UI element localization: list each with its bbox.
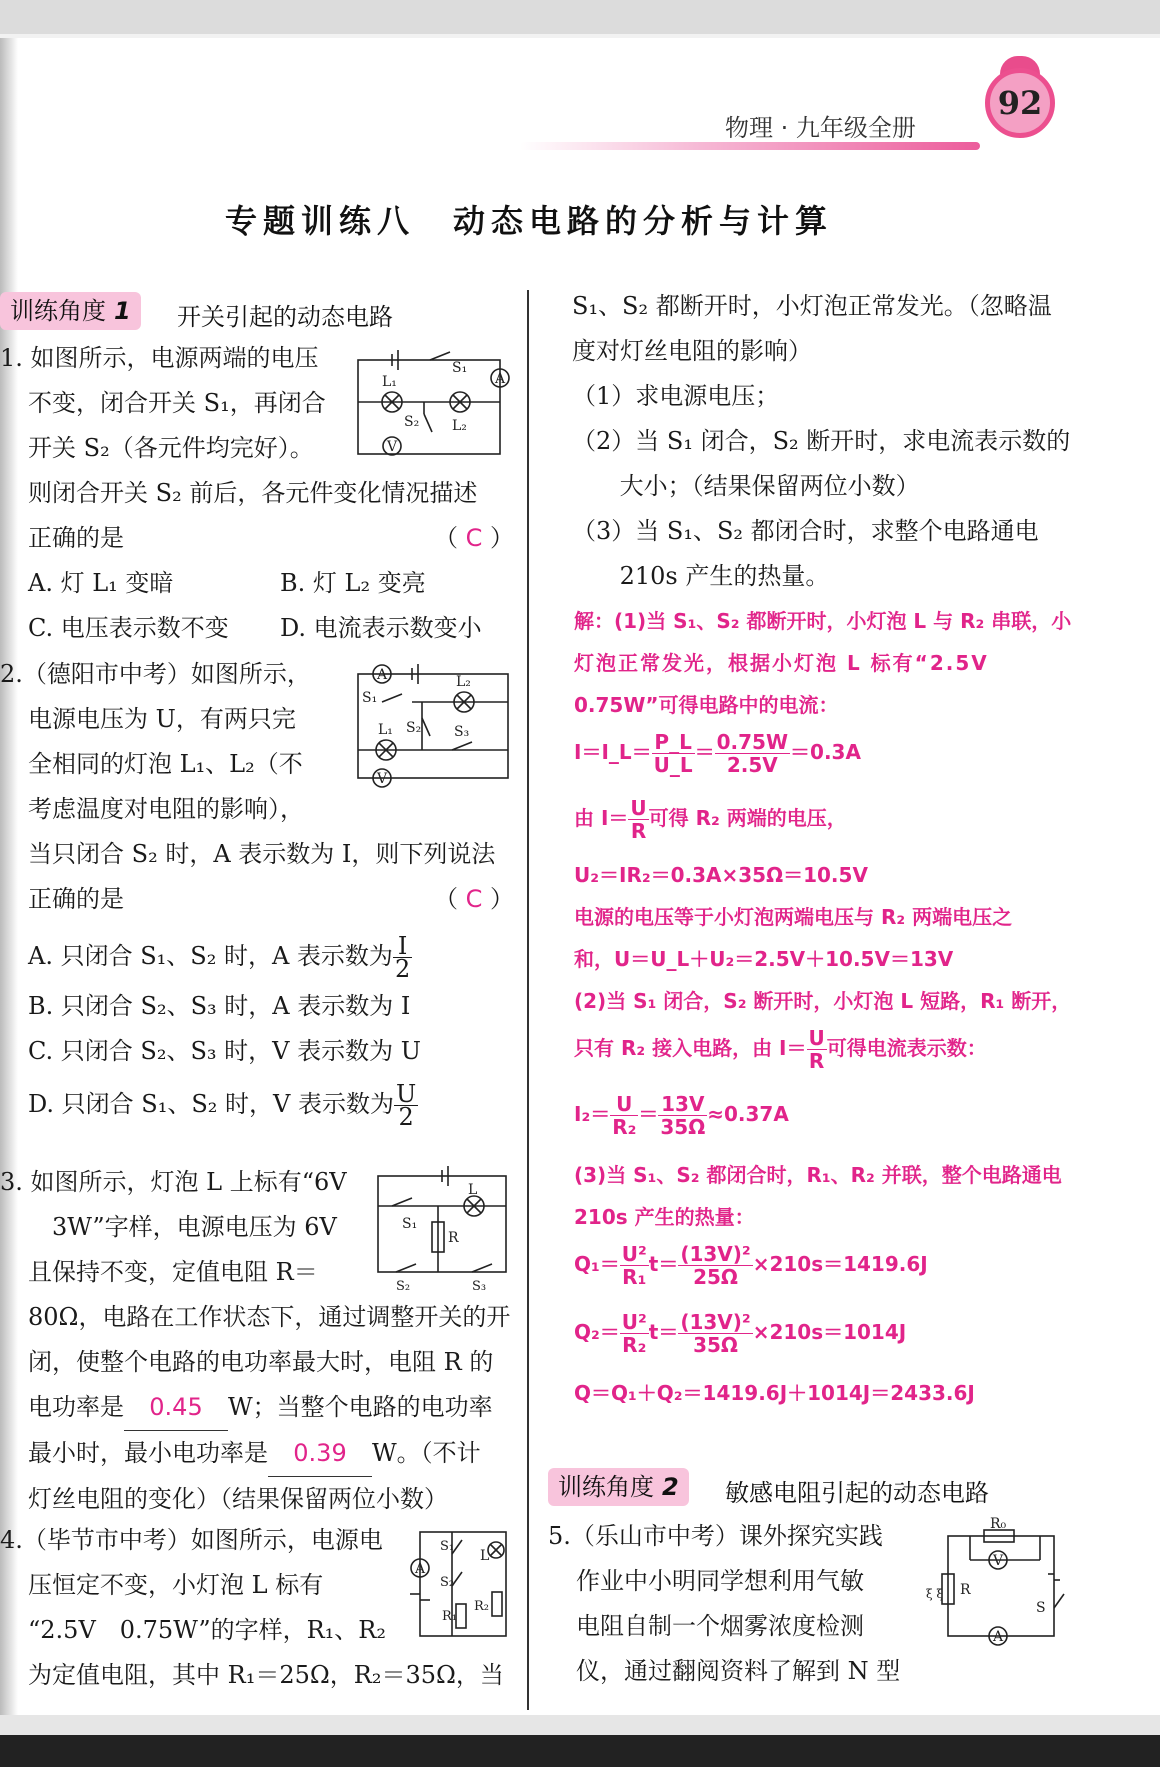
question-5 [548,1514,900,1694]
svg-text:L₁: L₁ [382,374,397,390]
formula-text: ×210s＝1419.6J [752,1252,928,1276]
q3-line: 灯丝电阻的变化）（结果保留两位小数） [28,1485,448,1513]
fraction-denominator: R [630,819,647,843]
fraction-numerator: P_L [652,731,695,754]
q3-line [0,1431,510,1477]
solution-line: U₂＝IR₂＝0.3A×35Ω＝10.5V [574,863,868,887]
svg-text:A: A [377,667,388,683]
svg-text:R₁: R₁ [442,1609,457,1624]
q5-line: 作业中小明同学想利用气敏 [576,1567,864,1595]
q5-circuit-diagram [924,1516,1066,1652]
q4-subq-1: （1）求电源电压； [572,382,780,410]
fraction-denominator: 35Ω [660,1115,706,1139]
q3-circuit-diagram [372,1166,514,1294]
formula-text: ≈0.37A [707,1102,789,1126]
bottom-gray-band [0,1715,1160,1735]
formula-fraction [620,1311,649,1356]
q1-line: 1. 如图所示，电源两端的电压 [0,344,319,372]
svg-text:S₃: S₃ [454,724,470,740]
fraction-numerator: U [396,1080,417,1108]
q4-solution [574,605,1134,1419]
svg-text:L: L [468,1182,478,1198]
training-angle-1-title: 开关引起的动态电路 [177,303,393,331]
q5-line: 仪，通过翻阅资料了解到 N 型 [576,1657,901,1685]
fraction-numerator: U [610,1093,638,1116]
formula-text: ＝ [694,740,715,764]
angle-number: 2 [662,1473,679,1501]
q2-option-a-text: A. 只闭合 S₁、S₂ 时，A 表示数为 [28,942,393,970]
q3-line: 闭，使整个电路的电功率最大时，电阻 R 的 [28,1348,494,1376]
q2-option-d-fraction [394,1080,418,1131]
top-band [0,0,1160,34]
svg-text:R₂: R₂ [474,1599,489,1614]
q1-stem-end: 正确的是 [28,524,124,552]
formula-text: 可得 R₂ 两端的电压， [648,806,847,830]
q2-option-a [0,932,495,983]
q2-answer-bracket: （ C ） [434,885,515,913]
formula-fraction [658,1093,707,1138]
svg-text:S₁: S₁ [362,690,378,706]
q1-answer: C [465,524,483,552]
formula-fraction [807,1027,827,1072]
training-angle-2-title: 敏感电阻引起的动态电路 [725,1479,989,1507]
svg-text:V: V [387,439,398,455]
q2-option-c: C. 只闭合 S₂、S₃ 时，V 表示数为 U [28,1037,421,1065]
svg-text:S₁: S₁ [452,360,468,376]
solution-formula-4 [574,1311,1134,1377]
fraction-denominator: R [808,1049,825,1073]
formula-fraction [678,1311,752,1356]
q4-subq-2: （2）当 S₁ 闭合，S₂ 断开时，求电流表示数的 [572,427,1071,455]
svg-text:L₁: L₁ [378,722,393,738]
q1-options-row [0,606,482,651]
q3-text: 最小时，最小电功率是 [28,1439,268,1467]
bottom-band [0,1735,1160,1767]
q1-line [0,516,515,561]
solution-formula-1 [574,731,1134,797]
formula-fraction [715,731,790,776]
training-angle-1-label [0,292,141,330]
svg-text:S₃: S₃ [472,1279,487,1294]
q4-line: “2.5V 0.75W”的字样，R₁、R₂ [28,1616,386,1644]
q2-line [0,877,515,922]
q3-line: 3. 如图所示，灯泡 L 上标有“6V [0,1168,347,1196]
q2-option-b: B. 只闭合 S₂、S₃ 时，A 表示数为 I [28,992,411,1020]
solution-line: 210s 产生的热量： [574,1205,755,1229]
q3-line: 80Ω，电路在工作状态下，通过调整开关的开 [28,1303,511,1331]
formula-fraction [652,731,695,776]
q2-option-d [0,1080,495,1131]
q3-blank-1: 0.45 [124,1385,228,1431]
q3-line: 3W”字样，电源电压为 6V [52,1213,337,1241]
fraction-numerator: I [393,935,412,958]
formula-text: 可得电流表示数： [826,1036,987,1060]
q2-line: 考虑温度对电阻的影响）， [28,795,304,823]
header-subject: 物理 · 九年级全册 [725,114,916,142]
fraction-denominator: R₂ [612,1115,637,1139]
column-divider [527,290,529,1710]
solution-line: 和，U＝U_L＋U₂＝2.5V＋10.5V＝13V [574,947,954,971]
svg-text:S₂: S₂ [406,720,422,736]
q2-line: 2.（德阳市中考）如图所示， [0,660,311,688]
q2-line: 全相同的灯泡 L₁、L₂（不 [28,750,303,778]
fraction-numerator: 13V [658,1093,707,1116]
q4-line: 4.（毕节市中考）如图所示，电源电 [0,1526,383,1554]
solution-line: 解：(1)当 S₁、S₂ 都断开时，小灯泡 L 与 R₂ 串联，小 [574,609,1072,633]
q2-option-d-text: D. 只闭合 S₁、S₂ 时，V 表示数为 [28,1090,394,1118]
q4-line: 为定值电阻，其中 R₁＝25Ω，R₂＝35Ω，当 [28,1661,504,1689]
svg-text:A: A [415,1561,426,1577]
fraction-denominator: 2 [398,1103,414,1131]
fraction-numerator: (13V)² [680,1310,751,1334]
solution-line [574,797,1134,859]
solution-line: (3)当 S₁、S₂ 都闭合时，R₁、R₂ 并联，整个电路通电 [574,1163,1062,1187]
svg-text:A: A [495,371,506,387]
svg-text:S₂: S₂ [396,1279,411,1294]
formula-text: Q₂＝ [574,1320,620,1344]
fraction-denominator: R₁ [622,1265,647,1289]
q1-option-c: C. 电压表示数不变 [28,614,229,642]
q3-line: 且保持不变，定值电阻 R＝ [28,1258,318,1286]
q5-line: 电阻自制一个烟雾浓度检测 [576,1612,864,1640]
q1-options-row [0,561,477,606]
fraction-denominator: 2.5V [726,753,778,777]
solution-formula-2 [574,1093,1134,1159]
formula-fraction [610,1093,638,1138]
svg-text:R: R [960,1582,971,1598]
q1-line: 开关 S₂（各元件均完好）。 [28,434,314,462]
training-angle-2-label [548,1468,689,1506]
q1-answer-bracket: （ C ） [434,524,515,552]
svg-text:L₂: L₂ [456,674,471,690]
q4-line: 压恒定不变，小灯泡 L 标有 [28,1571,324,1599]
q2-answer: C [465,885,483,913]
solution-line: 0.75W”可得电路中的电流： [574,693,839,717]
page-title: 专题训练八 动态电路的分析与计算 [225,202,834,240]
svg-text:S₁: S₁ [440,1539,455,1554]
q1-circuit-diagram [352,350,512,460]
q2-circuit-diagram [352,662,517,822]
q4-subq-3: （3）当 S₁、S₂ 都闭合时，求整个电路通电 [572,517,1039,545]
q4-subq-3-cont: 210s 产生的热量。 [588,562,830,590]
q1-option-b: B. 灯 L₂ 变亮 [280,569,426,597]
angle-label-text: 训练角度 [558,1473,654,1501]
fraction-numerator: U [630,796,647,820]
formula-fraction [678,1243,752,1288]
fraction-denominator: 2 [394,955,411,983]
formula-text: t＝ [648,1252,679,1276]
formula-text: 由 I＝ [574,806,629,830]
svg-text:S: S [1036,1600,1046,1616]
fraction-numerator: U [808,1026,825,1050]
fraction-denominator: U_L [653,753,693,777]
q1-line: 则闭合开关 S₂ 前后，各元件变化情况描述 [28,479,478,507]
svg-text:V: V [993,1553,1004,1569]
solution-line: 电源的电压等于小灯泡两端电压与 R₂ 两端电压之 [574,905,1013,929]
q3-text: 电功率是 [28,1393,124,1421]
q4-subq-2-cont: 大小；（结果保留两位小数） [588,472,920,500]
q1-option-d: D. 电流表示数变小 [280,614,482,642]
q2-line: 当只闭合 S₂ 时，A 表示数为 I，则下列说法 [28,840,496,868]
fraction-denominator: R₂ [622,1333,647,1357]
q3-text: W。（不计 [372,1439,481,1467]
svg-text:ξ ξ: ξ ξ [926,1587,944,1601]
top-band-shadow [0,34,1160,38]
angle-label-text: 训练角度 [10,297,106,325]
q2-line: 电源电压为 U，有两只完 [28,705,296,733]
formula-fraction [628,797,648,842]
formula-text: 只有 R₂ 接入电路，由 I＝ [574,1036,807,1060]
q4-continuation [572,284,1070,599]
q4-circuit-diagram [412,1524,516,1646]
fraction-numerator: 0.75W [716,730,789,754]
q3-line [0,1385,510,1431]
fraction-numerator: U² [621,1242,647,1266]
formula-text: Q₁＝ [574,1252,620,1276]
formula-text: ×210s＝1014J [752,1320,907,1344]
q2-stem-end: 正确的是 [28,885,124,913]
solution-line: (2)当 S₁ 闭合，S₂ 断开时，小灯泡 L 短路，R₁ 断开， [574,989,1072,1013]
svg-text:S₂: S₂ [440,1575,455,1590]
q3-text: W；当整个电路的电功率 [228,1393,493,1421]
formula-text: t＝ [648,1320,679,1344]
solution-line: 灯泡正常发光，根据小灯泡 L 标有“2.5V [574,651,989,675]
q1-line: 不变，闭合开关 S₁，再闭合 [28,389,326,417]
q3-blank-2: 0.39 [268,1431,372,1477]
solution-formula-3 [574,1243,1134,1311]
page-number-badge: 92 [985,68,1055,138]
formula-text: I＝I_L＝ [574,740,652,764]
fraction-numerator: U² [621,1310,647,1334]
solution-line [574,1027,1134,1093]
q1-option-a: A. 灯 L₁ 变暗 [28,569,174,597]
q5-line: 5.（乐山市中考）课外探究实践 [548,1522,883,1550]
fraction-numerator: (13V)² [680,1242,751,1266]
svg-text:L: L [480,1548,490,1564]
q2-option-a-fraction [393,932,412,983]
angle-number: 1 [114,297,131,325]
svg-text:V: V [377,771,388,787]
svg-text:L₂: L₂ [452,418,467,434]
solution-line: Q＝Q₁＋Q₂＝1419.6J＋1014J＝2433.6J [574,1381,975,1405]
q4-cont-line: 度对灯丝电阻的影响） [572,337,812,365]
header-rule [520,142,980,150]
fraction-denominator: 25Ω [693,1265,738,1289]
svg-text:S₁: S₁ [402,1216,418,1232]
formula-text: ＝0.3A [790,740,861,764]
svg-text:A: A [993,1629,1004,1645]
q4-cont-line: S₁、S₂ 都断开时，小灯泡正常发光。（忽略温 [572,292,1052,320]
formula-text: I₂＝ [574,1102,611,1126]
formula-text: ＝ [638,1102,659,1126]
formula-fraction [620,1243,649,1288]
svg-text:S₂: S₂ [404,414,420,430]
svg-text:R₀: R₀ [990,1516,1007,1532]
svg-text:R: R [448,1230,459,1246]
fraction-denominator: 35Ω [693,1333,738,1357]
